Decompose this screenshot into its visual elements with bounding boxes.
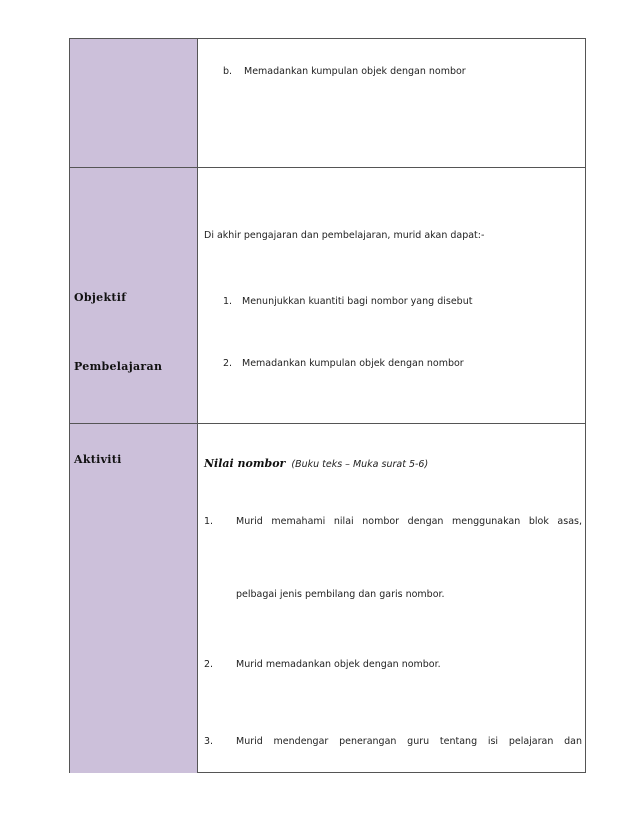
label-cell [70, 39, 198, 167]
activity-number: 1. [204, 516, 214, 527]
activity-heading-reference: (Buku teks – Muka surat 5-6) [291, 459, 429, 470]
label-cell [70, 168, 198, 423]
content-cell [198, 168, 585, 423]
activity-text-continued: pelbagai jenis pembilang dan garis nombor. [236, 589, 445, 600]
activity-number: 2. [204, 659, 214, 670]
content-cell [198, 39, 585, 167]
activity-text: Murid memahami nilai nombor dengan menggunakan blok asas, [236, 516, 582, 527]
content-cell [198, 424, 585, 773]
objective-text: Menunjukkan kuantiti bagi nombor yang disebut [242, 296, 473, 307]
lesson-plan-table [69, 38, 586, 773]
table-row [70, 168, 585, 424]
objective-intro: Di akhir pengajaran dan pembelajaran, murid akan dapat:- [204, 230, 485, 241]
activity-heading-title: Nilai nombor [204, 457, 286, 470]
objective-number: 2. [223, 358, 233, 369]
list-item-text: Memadankan kumpulan objek dengan nombor [244, 66, 466, 77]
table-row [70, 424, 585, 773]
objective-text: Memadankan kumpulan objek dengan nombor [242, 358, 464, 369]
activity-text: Murid mendengar penerangan guru tentang isi pelajaran dan [236, 736, 582, 747]
activity-text: Murid memadankan objek dengan nombor. [236, 659, 441, 670]
objective-number: 1. [223, 296, 233, 307]
list-item-letter: b. [223, 66, 233, 77]
pembelajaran-label: Pembelajaran [74, 360, 163, 373]
activity-number: 3. [204, 736, 214, 747]
objektif-label: Objektif [74, 291, 127, 304]
activity-heading [204, 452, 428, 471]
label-cell [70, 424, 198, 773]
table-row [70, 39, 585, 168]
aktiviti-label: Aktiviti [74, 453, 122, 466]
